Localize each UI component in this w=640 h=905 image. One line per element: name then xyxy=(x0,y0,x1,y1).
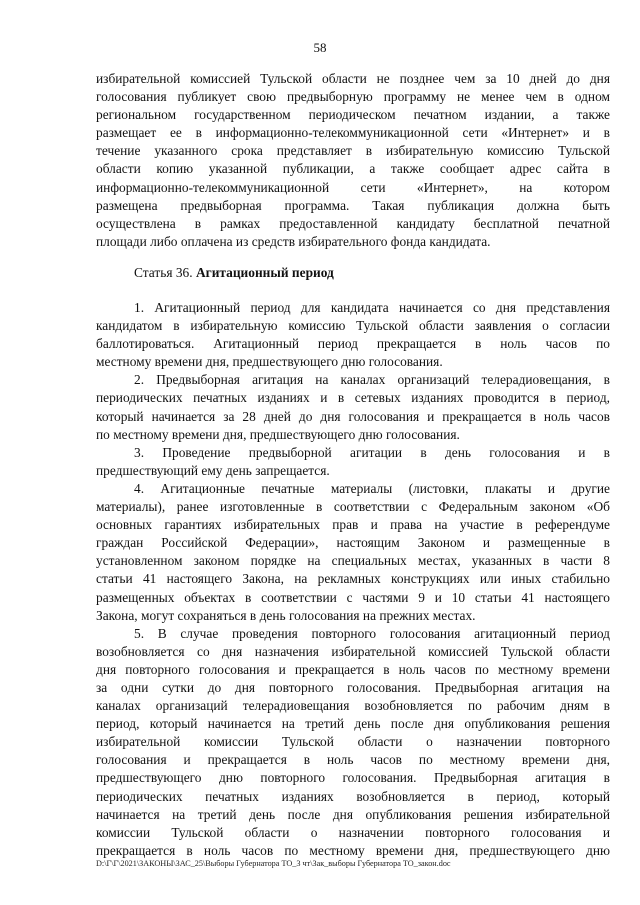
file-path-footer: D:\Г\Г\2021\ЗАКОНЫ\ЗАС_25\Выборы Губернатора ТО_3 чт\Зак_выборы Губернатора ТО_закон.doc xyxy=(96,859,451,868)
text-line: избирательной комиссии Тульской области о назначении повторного xyxy=(96,734,610,750)
text-line: по местному времени дня, предшествующего дню голосования. xyxy=(96,426,460,442)
text-line: 1. Агитационный период для кандидата начинается со дня представления xyxy=(134,300,610,315)
text-line: размещена предвыборная программа. Такая публикация должна быть xyxy=(96,197,610,213)
page-number: 58 xyxy=(313,40,327,55)
article-title: Агитационный период xyxy=(195,265,334,280)
text-line: Закона, могут сохраняться в день голосования на прежних местах. xyxy=(96,607,476,623)
text-line: 4. Агитационные печатные материалы (листовки, плакаты и другие xyxy=(134,480,610,496)
text-line: размещенных объектах в соответствии с частями 9 и 10 статьи 41 настоящего xyxy=(96,589,610,605)
text-line: голосования и прекращается в ноль часов по местному времени дня, xyxy=(96,752,610,768)
text-line: начинается на третий день после дня опубликования решения избирательной xyxy=(96,806,610,822)
article-body xyxy=(96,299,610,860)
text-line: 5. В случае проведения повторного голосования агитационный период xyxy=(134,625,610,641)
text-line: периодических печатных изданиях возобновляется в период, который xyxy=(96,788,610,804)
text-line: кандидатом в избирательную комиссию Тульской области заявления о согласии xyxy=(96,318,610,334)
text-line: основных гарантиях избирательных прав и права на участие в референдуме xyxy=(96,517,610,533)
text-line: который начинается за 28 дней до дня голосования и прекращается в ноль часов xyxy=(96,408,610,424)
text-line: установленном законом порядке на специальных местах, указанных в части 8 xyxy=(96,553,610,569)
text-line: местному времени дня, предшествующего дню голосования. xyxy=(96,354,443,370)
text-line: дня повторного голосования и прекращается в ноль часов по местному времени xyxy=(96,661,610,677)
text-line: периодических печатных изданиях и в сетевых изданиях проводится в период, xyxy=(96,390,610,406)
text-line: предшествующего дню повторного голосования. Предвыборная агитация в xyxy=(96,770,610,786)
continuation-paragraph xyxy=(96,70,610,251)
text-line: граждан Российской Федерации», настоящим Законом и размещенные в xyxy=(96,535,610,551)
text-line: комиссии Тульской области о назначении повторного голосования и xyxy=(96,824,610,840)
text-line: голосования публикует свою предвыборную программу не менее чем в одном xyxy=(96,89,610,105)
text-line: осуществлена в рамках предоставленной кандидату бесплатной печатной xyxy=(96,215,610,231)
text-line: размещает ее в информационно-телекоммуникационной сети «Интернет» и в xyxy=(96,125,610,141)
text-line: каналах организаций телерадиовещания возобновляется по рабочим дням в xyxy=(96,698,610,714)
text-line: 3. Проведение предвыборной агитации в день голосования и в xyxy=(134,444,610,460)
text-line: баллотироваться. Агитационный период прекращается в ноль часов по xyxy=(96,336,610,352)
text-line: области копию указанной публикации, а также сообщает адрес сайта в xyxy=(96,161,610,177)
article-number: Статья 36. xyxy=(134,265,193,280)
text-line: избирательной комиссией Тульской области не позднее чем за 10 дней до дня xyxy=(96,71,610,86)
text-line: 2. Предвыборная агитация на каналах организаций телерадиовещания, в xyxy=(134,372,610,388)
text-line: региональном государственном периодическом печатном издании, а также xyxy=(96,107,610,123)
text-line: прекращается в ноль часов по местному времени дня, предшествующего дню xyxy=(96,842,610,858)
text-line: статьи 41 настоящего Закона, на рекламных конструкциях или иных стабильно xyxy=(96,571,610,587)
text-line: течение указанного срока представляет в избирательную комиссию Тульской xyxy=(96,143,610,159)
text-line: материалы), ранее изготовленные в соответствии с Федеральным законом «Об xyxy=(96,499,610,515)
text-line: возобновляется со дня назначения избирательной комиссией Тульской области xyxy=(96,643,610,659)
text-line: информационно-телекоммуникационной сети «Интернет», на котором xyxy=(96,179,610,195)
text-line: предшествующий ему день запрещается. xyxy=(96,462,330,478)
text-line: период, который начинается на третий день после дня опубликования решения xyxy=(96,716,610,732)
article-heading xyxy=(134,264,334,282)
text-line: площади либо оплачена из средств избирательного фонда кандидата. xyxy=(96,233,491,249)
text-line: за одни сутки до дня повторного голосования. Предвыборная агитация на xyxy=(96,679,610,695)
